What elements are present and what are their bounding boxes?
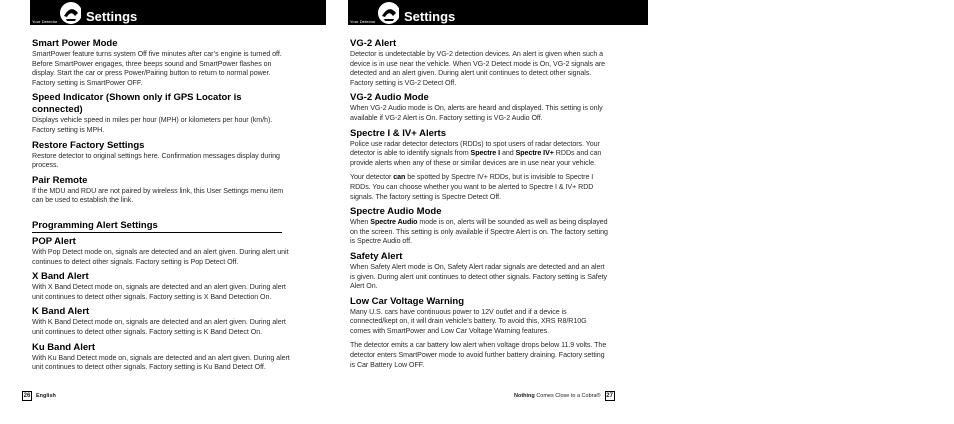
section-body: SmartPower feature turns system Off five minutes after car’s engine is turned off. Before SmartPower engages, three beeps sound and SmartPower flashes on display. Start the car or press Power/Pairing button to return to normal power. Factory setting is SmartPower OFF.	[32, 50, 282, 87]
text-emphasis: Spectre IV+	[515, 149, 554, 158]
text-run: and	[500, 149, 516, 158]
text-run: Your detector	[350, 173, 394, 182]
section-pop-alert	[32, 236, 290, 267]
section-title: Restore Factory Settings	[32, 139, 145, 151]
section-body	[350, 218, 608, 247]
section-title: VG-2 Audio Mode	[350, 92, 429, 104]
section-title: Ku Band Alert	[32, 341, 95, 353]
page-title-right: Settings	[404, 9, 456, 24]
right-column	[350, 38, 608, 370]
footer-right	[514, 390, 615, 402]
footer-tagline	[514, 393, 601, 399]
text-emphasis: can	[393, 173, 406, 182]
header-bar-left	[30, 0, 326, 25]
section-title: Speed Indicator (Shown only if GPS Locator is connected)	[32, 92, 242, 116]
section-title: Low Car Voltage Warning	[350, 295, 465, 307]
section-k-band	[32, 306, 290, 337]
section-speed-indicator	[32, 92, 290, 135]
section-ku-band	[32, 342, 290, 373]
section-title: POP Alert	[32, 235, 76, 247]
text-run: Police use radar detector detectors (RDDs) to spot users of radar detectors. Your detector is able to identify signals from	[350, 139, 600, 158]
section-title: Spectre I & IV+ Alerts	[350, 127, 447, 139]
section-smart-power	[32, 38, 290, 88]
section-x-band	[32, 271, 290, 302]
section-body-paragraph-1	[350, 140, 608, 169]
section-title: Spectre Audio Mode	[350, 206, 442, 218]
section-body: With Ku Band Detect mode on, signals are detected and an alert given. During alert unit continues to detect other signals. Factory setting is Ku Band Detect Off.	[32, 353, 290, 372]
programming-alert-heading: Programming Alert Settings	[32, 220, 282, 233]
footer-language: English	[36, 393, 56, 399]
section-title: Safety Alert	[350, 250, 403, 262]
section-body: Restore detector to original settings here. Confirmation messages display during process.	[32, 151, 280, 170]
section-body: With X Band Detect mode on, signals are detected and an alert given. During alert unit continues to detect other signals. Factory setting is X Band Detection On.	[32, 283, 286, 301]
text-run: When	[350, 218, 371, 227]
section-spectre-alerts	[350, 128, 608, 203]
section-low-voltage	[350, 296, 608, 371]
page-number-left: 26	[23, 393, 31, 399]
section-body: Displays vehicle speed in miles per hour (MPH) or kilometers per hour (km/h). Factory setting is MPH.	[32, 116, 273, 134]
left-column	[32, 38, 290, 373]
section-title: Smart Power Mode	[32, 38, 118, 49]
section-body-paragraph-1: Many U.S. cars have continuous power to 12V outlet and if a device is connected/kept on, it will drain vehicle’s battery. To avoid this, XRS R8/R10G comes with SmartPower and Low Car Voltage Warning features.	[350, 307, 587, 335]
page-number-right: 27	[606, 393, 613, 399]
section-body: If the MDU and RDU are not paired by wireless link, this User Settings menu item can be used to establish the link.	[32, 186, 284, 205]
section-body: When Safety Alert mode is On, Safety Alert radar signals are detected and an alert is given. During alert unit continues to detect other signals. Factory setting is Safety Alert On.	[350, 262, 608, 291]
footer-left	[22, 390, 56, 402]
page-title-left: Settings	[86, 9, 138, 24]
logo-caption: Your Detector	[32, 19, 58, 24]
section-pair-remote	[32, 175, 290, 206]
text-run: be spotted by Spectre IV+ RDDs, but is invisible to Spectre I RDDs. You can choose whether you want to be alerted to Spectre I & IV+ RDD signals. The factory setting is Spectre Detect Off.	[350, 173, 594, 201]
text-run: RDDs and can provide alerts when any of these or similar devices are in use near your vehicle.	[350, 149, 602, 167]
section-body: With Pop Detect mode on, signals are detected and an alert given. During alert unit continues to detect other signals. Factory setting is Pop Detect Off.	[32, 247, 289, 266]
section-vg2-alert	[350, 38, 608, 88]
text-run: mode is on, alerts will be sounded as well as being displayed on the screen. This setting is only available if Spectre Alert is on. The factory setting is Spectre Audio off.	[350, 218, 608, 246]
section-title: X Band Alert	[32, 271, 89, 283]
section-body: When VG-2 Audio mode is On, alerts are heard and displayed. This setting is only available if VG-2 Alert is On. Factory setting is VG-2 Audio Off.	[350, 104, 603, 122]
header-bar-right	[348, 0, 648, 25]
section-body-paragraph-2	[350, 173, 608, 202]
section-spectre-audio	[350, 206, 608, 247]
text-emphasis: Spectre Audio	[370, 218, 418, 227]
tagline-bold: Nothing	[514, 393, 535, 399]
section-title: VG-2 Alert	[350, 38, 397, 49]
section-restore	[32, 140, 290, 171]
text-emphasis: Spectre I	[470, 149, 501, 158]
tagline-rest: Comes Close to a Cobra®	[536, 393, 601, 399]
logo-caption: Your Detector	[350, 19, 376, 24]
section-body: With K Band Detect mode on, signals are detected and an alert given. During alert unit continues to detect other signals. Factory setting is K Band Detect On.	[32, 318, 286, 336]
section-title: Pair Remote	[32, 174, 88, 186]
section-body: Detector is undetectable by VG-2 detection devices. An alert is given when such a device is in use near the vehicle. When VG-2 Detect mode is On, VG-2 signals are detected and an alert given. During alert unit continues to detect other signals. Factory setting is VG-2 Detect Off.	[350, 50, 606, 87]
section-body-paragraph-2: The detector emits a car battery low alert when voltage drops below 11.9 volts. The detector enters SmartPower mode to avoid further battery draining. Factory setting is Car Battery Low OFF.	[350, 341, 607, 369]
section-vg2-audio	[350, 92, 608, 123]
section-safety-alert	[350, 251, 608, 292]
section-title: K Band Alert	[32, 306, 90, 318]
